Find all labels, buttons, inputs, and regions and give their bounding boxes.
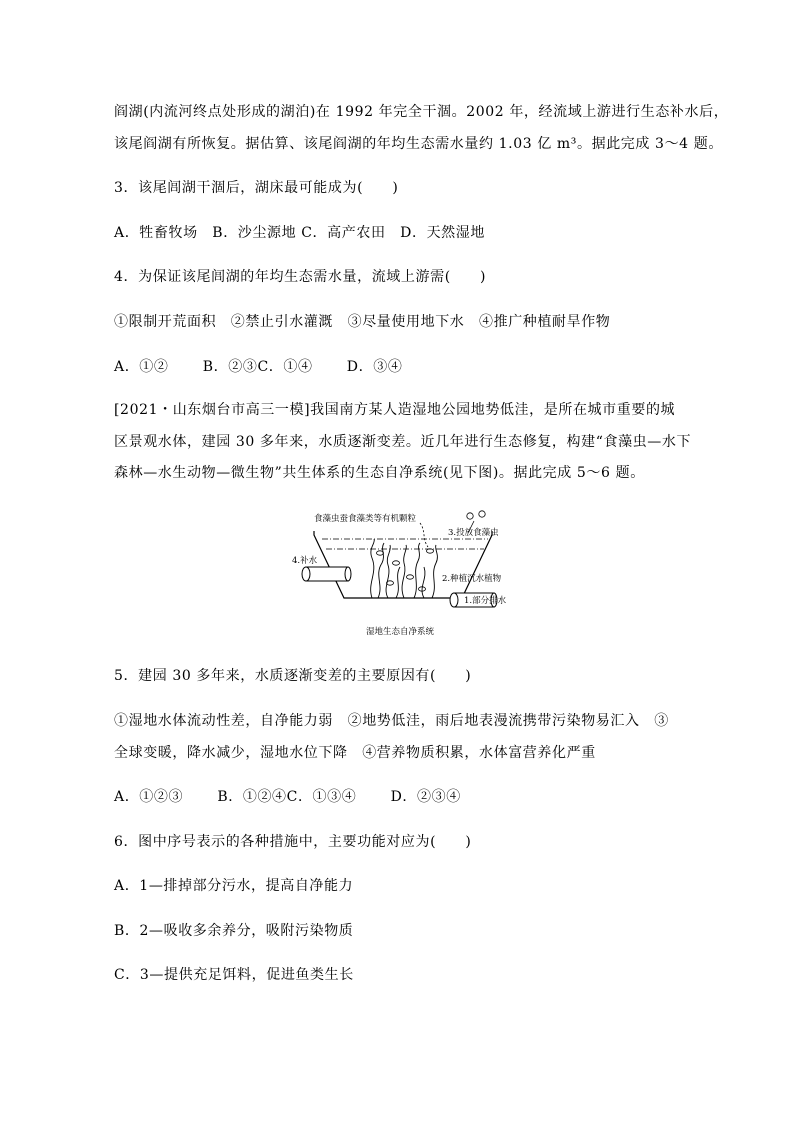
question-4-stem: 4．为保证该尾闾湖的年均生态需水量，流域上游需( ): [114, 269, 487, 285]
question-6-option-a: A．1—排掉部分污水，提高自净能力: [114, 878, 354, 894]
question-6-option-c: C．3—提供充足饵料，促进鱼类生长: [114, 967, 354, 983]
question-4-options: A．①② B．②③C．①④ D．③④: [114, 359, 403, 375]
figure-label-top: 食藻虫蚕食藻类等有机颗粒: [314, 514, 417, 524]
question-3-stem: 3．该尾闾湖干涸后，湖床最可能成为( ): [114, 180, 399, 196]
grazing-arrow: [420, 523, 428, 547]
question-5-stem: 5．建园 30 多年来，水质逐渐变差的主要原因有( ): [114, 668, 472, 684]
question-4-statements: ①限制开荒面积 ②禁止引水灌溉 ③尽量使用地下水 ④推广种植耐旱作物: [114, 314, 611, 330]
inflow-pipe: [302, 567, 351, 581]
question-6-stem: 6．图中序号表示的各种措施中，主要功能对应为( ): [114, 834, 472, 850]
question-5-options: A．①②③ B．①②④C．①③④ D．②③④: [114, 789, 461, 805]
intro-line-2: 该尾阎湖有所恢复。据估算、该尾阎湖的年均生态需水量约 1.03 亿 m³。据此完成 3～4 题。: [114, 136, 723, 152]
figure-label-3: 3.投放食藻虫: [448, 528, 499, 538]
question-3-options: A．牲畜牧场 B．沙尘源地 C．高产农田 D．天然湿地: [114, 225, 485, 241]
figure-label-1: 1.部分排水: [464, 596, 507, 606]
question-5-statements-1: ①湿地水体流动性差，自净能力弱 ②地势低洼，雨后地表漫流携带污染物易汇入 ③: [114, 713, 669, 729]
question-5-statements-2: 全球变暖，降水减少，湿地水位下降 ④营养物质积累，水体富营养化严重: [114, 745, 596, 761]
figure-label-4: 4.补水: [292, 556, 318, 566]
passage-2-line-3: 森林—水生动物—微生物”共生体系的生态自净系统(见下图)。据此完成 5～6 题。: [114, 465, 645, 481]
intro-line-1: 阎湖(内流河终点处形成的湖泊)在 1992 年完全干涸。2002 年，经流域上游进行生态补水后，: [114, 104, 729, 120]
basin-outline: [314, 531, 492, 598]
question-6-option-b: B．2—吸收多余养分，吸附污染物质: [114, 923, 354, 939]
submerged-plants: [371, 539, 438, 598]
passage-2-line-2: 区景观水体，建园 30 多年来，水质逐渐变差。近几年进行生态修复，构建“食藻虫—水下: [114, 434, 692, 450]
figure-caption: 湿地生态自净系统: [366, 627, 435, 637]
wetland-diagram: [292, 503, 512, 647]
wetland-figure: [292, 503, 512, 647]
figure-label-2: 2.种植沉水植物: [442, 574, 502, 584]
passage-2-line-1: [2021・山东烟台市高三一模]我国南方某人造湿地公园地势低洼，是所在城市重要的城: [114, 402, 676, 418]
